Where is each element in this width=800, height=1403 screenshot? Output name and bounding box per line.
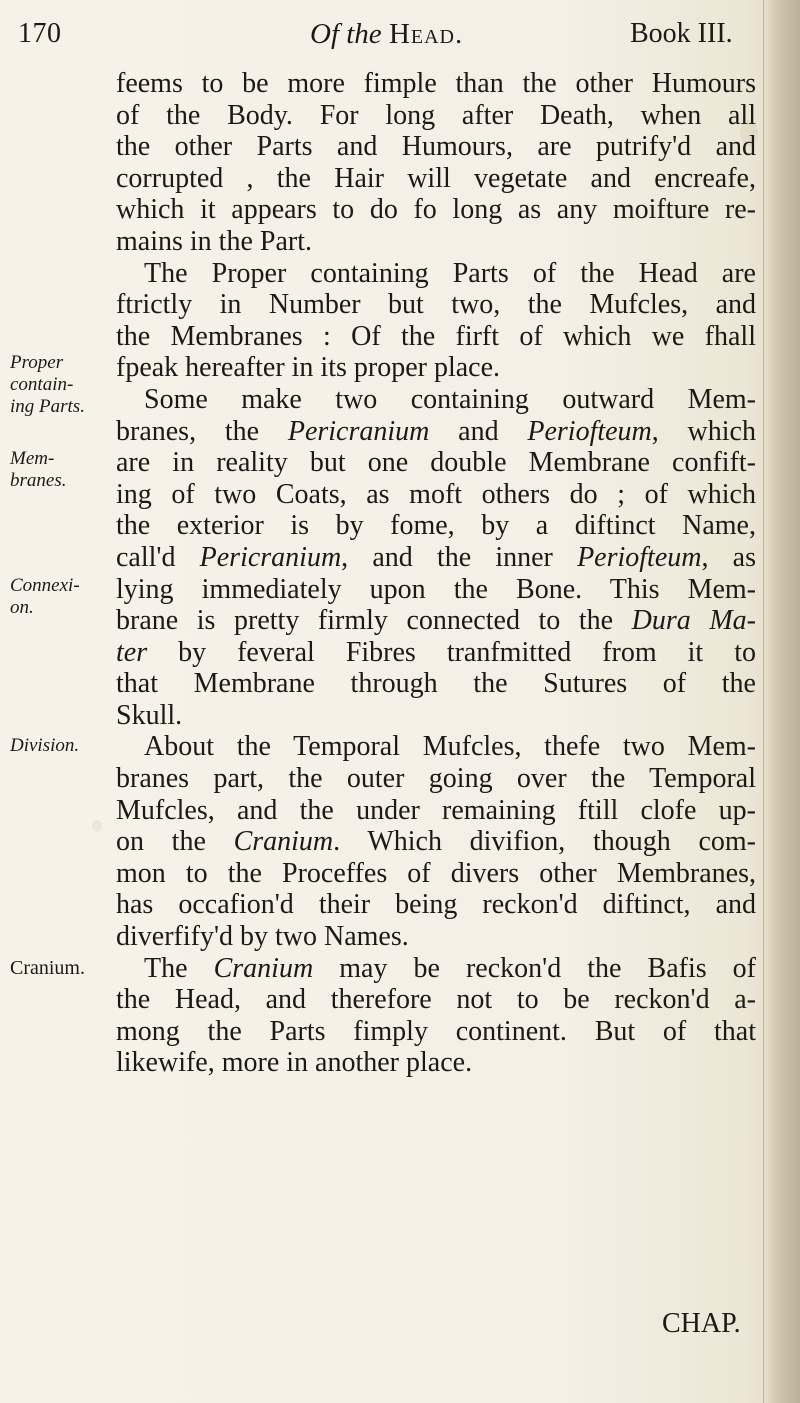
text-line: the Membranes : Of the firft of which we fhall [116,320,756,352]
margin-note-membranes [10,448,110,492]
text-line: branes part, the outer going over the Temporal [116,763,756,795]
text-line: branes, the Pericranium and Periofteum, which [116,415,756,447]
text-line: fpeak hereafter in its proper place. [116,352,501,384]
page-gutter-edge [763,0,800,1403]
catchword: CHAP. [662,1308,741,1339]
margin-note-line: branes. [10,470,67,491]
running-head-subject: Head. [388,18,464,50]
margin-note-cranium [10,957,110,979]
text-line: mon to the Proceffes of divers other Membranes, [116,857,756,889]
text-line: lying immediately upon the Bone. This Mem- [116,573,756,605]
text-line: which it appears to do fo long as any moifture re- [116,194,756,226]
margin-note-division [10,735,110,757]
text-line: that Membrane through the Sutures of the [116,668,756,700]
text-line: the exterior is by fome, by a diftinct Name, [116,510,756,542]
text-line: of the Body. For long after Death, when all [116,99,756,131]
paragraph-start-line: About the Temporal Mufcles, thefe two Mem- [144,731,756,763]
margin-note-line: Connexi- [10,575,80,596]
running-header [0,18,760,58]
text-line: has occafion'd their being reckon'd diftinct, and [116,889,756,921]
term-dura-mater: Dura Ma- [631,605,756,637]
page-number: 170 [18,18,62,49]
text-line: call'd Pericranium, and the inner Periofteum, as [116,541,756,573]
term-dura-mater: ter [116,636,148,668]
text-line: Mufcles, and the under remaining ftill clofe up- [116,794,756,826]
term-pericranium: Pericranium [199,541,342,573]
body-text [116,68,756,1079]
margin-note-proper-containing-parts [10,352,110,418]
text-line: mains in the Part. [116,225,312,257]
term-pericranium: Pericranium [287,415,430,447]
text-line: are in reality but one double Membrane confift- [116,447,756,479]
term-cranium: Cranium [213,952,314,984]
text-line: ing of two Coats, as moft others do ; of which [116,478,756,510]
text-line: the other Parts and Humours, are putrify'd and [116,131,756,163]
margin-note-connexion [10,575,110,619]
term-periosteum: Periofteum [527,415,652,447]
text-line: mong the Parts fimply continent. But of that [116,1015,756,1047]
text-line: brane is pretty firmly connected to the Dura Ma- [116,605,756,637]
margin-note-line: Division. [10,735,80,756]
paragraph-start-line: Some make two containing outward Mem- [144,383,756,415]
margin-note-line: on. [10,597,34,618]
text-line: ter by feveral Fibres tranfmitted from it to [116,636,756,668]
running-head [310,18,463,51]
paragraph-start-line: The Proper containing Parts of the Head are [144,257,756,289]
paragraph-start-line: The Cranium may be reckon'd the Bafis of [144,952,757,984]
margin-note-line: Cranium. [10,957,85,979]
margin-note-line: contain- [10,374,74,395]
text-line: corrupted , the Hair will vegetate and encreafe, [116,162,756,194]
term-cranium: Cranium [233,826,334,858]
margin-note-line: Mem- [10,448,55,469]
text-line: the Head, and therefore not to be reckon'd a- [116,984,756,1016]
margin-note-line: ing Parts. [10,396,85,417]
running-head-prefix: Of the [310,18,382,50]
term-periosteum: Periofteum [577,541,702,573]
paper-stain [92,820,102,832]
text-line: diverfify'd by two Names. [116,921,409,953]
text-line: on the Cranium. Which divifion, though com- [116,826,756,858]
text-line: likewife, more in another place. [116,1047,473,1079]
text-line: feems to be more fimple than the other Humours [116,68,756,99]
margin-note-line: Proper [10,352,64,373]
text-line: Skull. [116,699,183,731]
text-line: ftrictly in Number but two, the Mufcles, and [116,289,756,321]
book-label: Book III. [630,18,733,49]
